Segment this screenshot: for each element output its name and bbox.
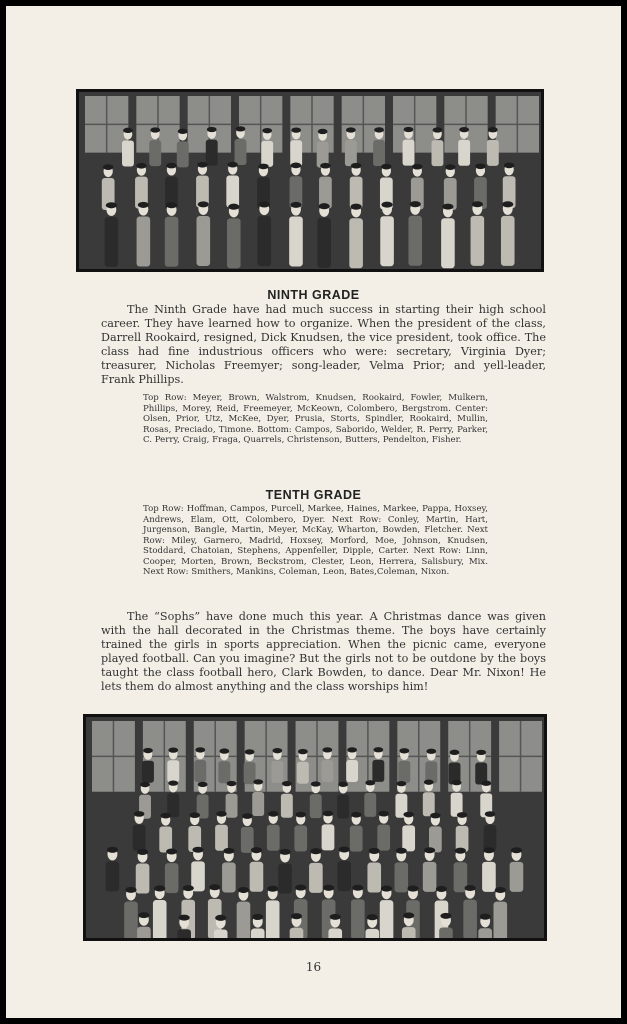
tenth-grade-paragraph-text: The “Sophs” have done much this year. A Christmas dance was given with the hall decorated in the Christmas theme. The boys have certainly trained the girls in sports appreciation. When the picnic came, everyone played football. Can you imagine? But the girls not to be outdone by the boys taught the class football hero, Clark Bowden, to dance. Dear Mr. Nixon! He lets them do almost anything and the class worships him! — [101, 610, 546, 693]
ninth-grade-paragraph — [101, 303, 546, 386]
page-number: 16 — [305, 960, 322, 974]
tenth-grade-caption: Top Row: Hoffman, Campos, Purcell, Markee, Haines, Markee, Pappa, Hoxsey, Andrews, Elam, Ott, Colombero, Dyer. Next Row: Conley, Martin, Hart, Jurgenson, Bangle, Martin, Meyer, McKay, Wharton, Bowden, Fletcher. Next Row: Miley, Garnero, Madrid, Hoxsey, Morford, Moe, Johnson, Knudsen, Stoddard, Chatoian, Stephens, Appenfeller, Dipple, Carter. Next Row: Linn, Cooper, Morten, Brown, Beckstrom, Clester, Leon, Herrera, Salisbury, Mix. Next Row: Smithers, Mankins, Coleman, Leon, Bates,Coleman, Nixon. — [143, 504, 488, 577]
ninth-grade-heading: NINTH GRADE — [267, 288, 360, 302]
ninth-grade-caption: Top Row: Meyer, Brown, Walstrom, Knudsen, Rookaird, Fowler, Mulkern, Phillips, Morey, Reid, Freemeyer, McKeown, Colombero, Bergstrom. Center: Olsen, Prior, Utz, McKee, Dyer, Prusia, Storts, Spindler, Rookaird, Mullin, Rosas, Preciado, Timone. Bottom: Campos, Saborido, Welder, R. Perry, Parker, C. Perry, Craig, Fraga, Quarrels, Christenson, Butters, Pendelton, Fisher. — [143, 393, 488, 445]
yearbook-page — [6, 6, 621, 1018]
tenth-grade-photo-image — [86, 717, 544, 938]
ninth-grade-paragraph-text: The Ninth Grade have had much success in starting their high school career. They have learned how to organize. When the president of the class, Darrell Rookaird, resigned, Dick Knudsen, the vice president, took office. The class had fine industrious officers who were: secretary, Virginia Dyer; treasurer, Nicholas Freemyer; song-leader, Velma Prior; and yell-leader, Frank Phillips. — [101, 303, 546, 386]
tenth-grade-class-photo — [83, 714, 547, 941]
ninth-grade-photo-image — [79, 92, 541, 269]
tenth-grade-paragraph — [101, 610, 546, 693]
tenth-grade-heading: TENTH GRADE — [265, 488, 362, 502]
ninth-grade-class-photo — [76, 89, 544, 272]
